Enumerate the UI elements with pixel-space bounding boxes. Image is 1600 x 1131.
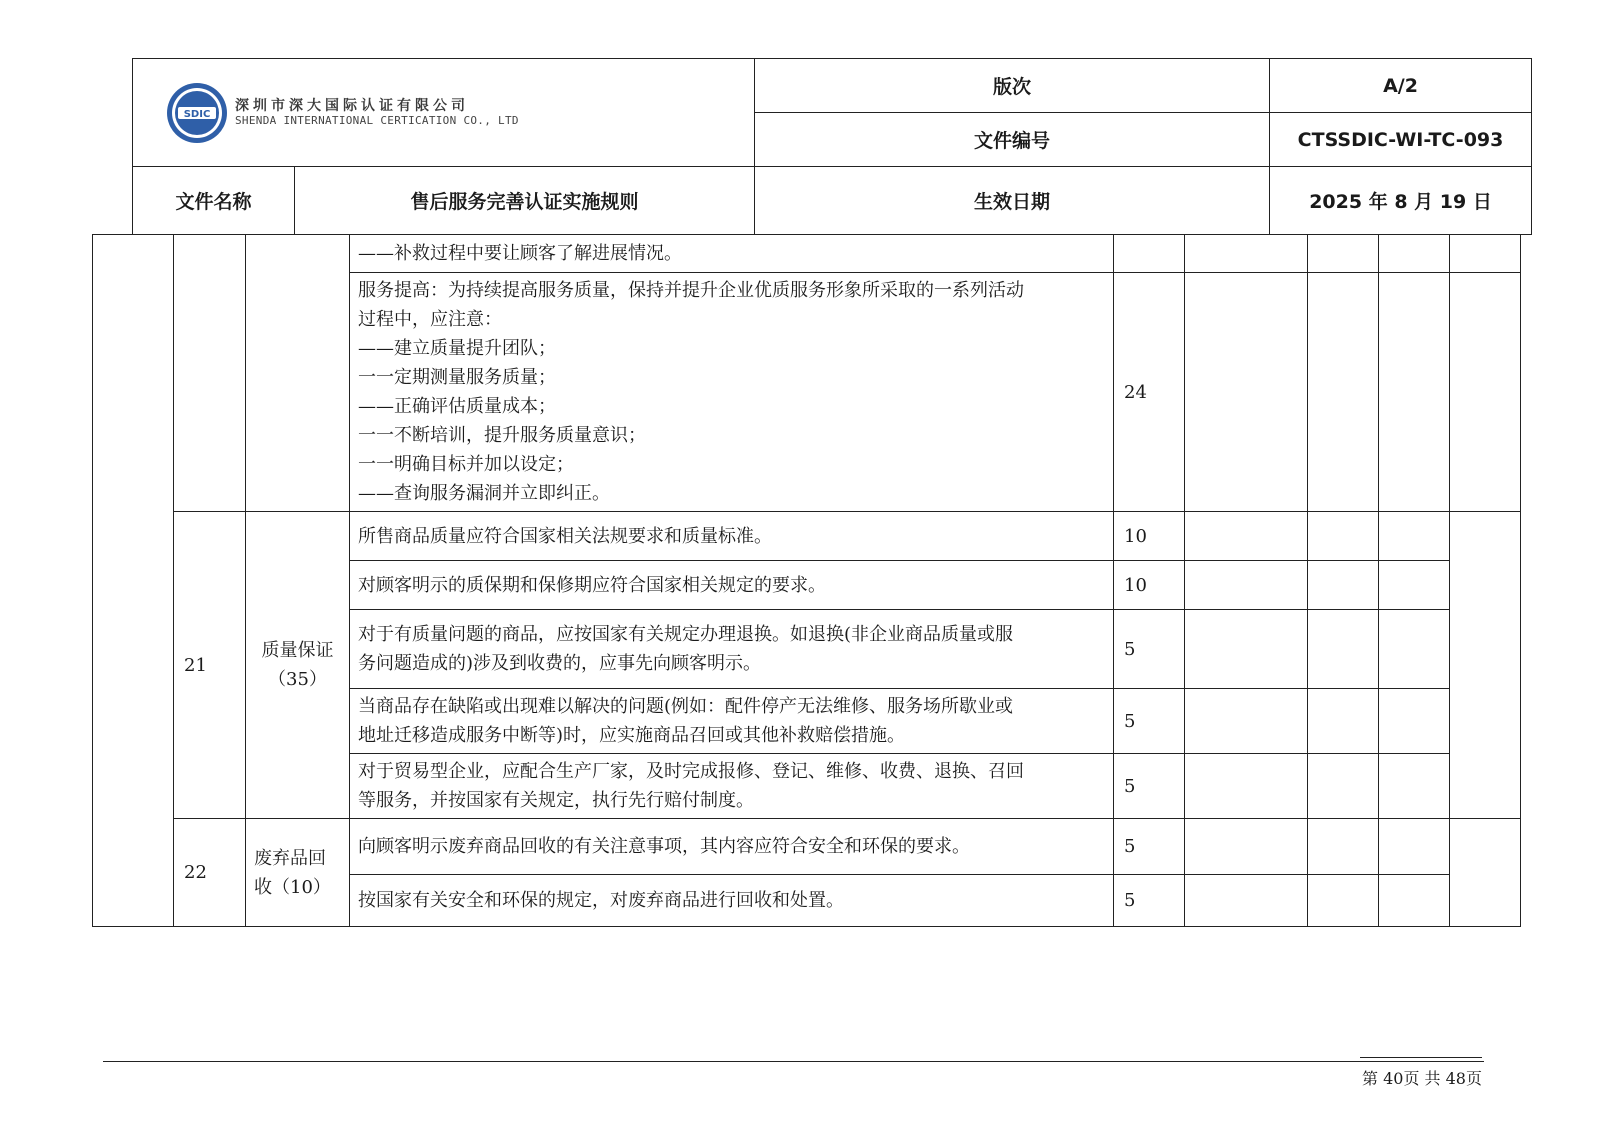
category-line: 收（10） [254, 876, 331, 898]
category-line: 废弃品回 [254, 847, 326, 869]
item-text-multiline [350, 689, 1114, 754]
item-line: 地址迁移造成服务中断等)时，应实施商品召回或其他补救赔偿措施。 [358, 725, 906, 746]
blank-cell [1185, 610, 1308, 689]
blank-cell [1379, 561, 1450, 610]
blank-cell [1450, 235, 1521, 273]
blank-category-cell [246, 235, 350, 512]
item-text-multiline [350, 273, 1114, 512]
blank-no-cell [174, 235, 246, 512]
footer-divider [103, 1061, 1484, 1062]
table-row [93, 819, 1521, 875]
item-line: ——正确评估质量成本； [358, 396, 556, 417]
score-value: 5 [1114, 610, 1185, 689]
blank-cell [1185, 819, 1308, 875]
blank-cell [1185, 273, 1308, 512]
blank-cell [1379, 689, 1450, 754]
score-value: 5 [1114, 875, 1185, 927]
score-value: 24 [1114, 273, 1185, 512]
item-text-multiline [350, 754, 1114, 819]
score-value: 5 [1114, 819, 1185, 875]
item-line: 一一定期测量服务质量； [358, 367, 556, 388]
table-row [93, 512, 1521, 561]
blank-cell [1308, 561, 1379, 610]
date-value: 2025 年 8 月 19 日 [1270, 167, 1532, 235]
item-line: 等服务，并按国家有关规定，执行先行赔付制度。 [358, 790, 754, 811]
logo-text: SDIC [183, 108, 211, 120]
blank-cell [1308, 819, 1379, 875]
blank-cell [1379, 235, 1450, 273]
docno-label: 文件编号 [755, 113, 1270, 167]
item-category [246, 512, 350, 819]
outer-blank-cell [93, 235, 174, 927]
score-value: 5 [1114, 754, 1185, 819]
item-line: ——建立质量提升团队； [358, 338, 556, 359]
doc-name-label: 文件名称 [133, 167, 295, 235]
score-value: 10 [1114, 512, 1185, 561]
category-line: 质量保证 [261, 640, 334, 661]
blank-cell [1185, 875, 1308, 927]
item-no: 22 [174, 819, 246, 927]
blank-cell [1379, 875, 1450, 927]
blank-cell [1308, 512, 1379, 561]
blank-cell [1308, 235, 1379, 273]
blank-cell [1450, 273, 1521, 512]
version-value: A/2 [1270, 59, 1532, 113]
docno-value: CTSSDIC-WI-TC-093 [1270, 113, 1532, 167]
table-row [93, 235, 1521, 273]
blank-cell [1450, 512, 1521, 819]
item-no: 21 [174, 512, 246, 819]
company-seal-icon [165, 81, 229, 145]
rules-table [92, 234, 1521, 927]
page-number: 第 40页 共 48页 [1362, 1069, 1482, 1088]
blank-cell [1308, 875, 1379, 927]
company-logo-cell [133, 59, 755, 167]
blank-cell [1379, 610, 1450, 689]
blank-cell [1185, 561, 1308, 610]
blank-cell [1185, 689, 1308, 754]
blank-cell [1308, 273, 1379, 512]
document-header [132, 58, 1532, 235]
blank-cell [1185, 512, 1308, 561]
blank-cell [1308, 689, 1379, 754]
footer-page-rule [1360, 1057, 1482, 1058]
blank-cell [1308, 754, 1379, 819]
blank-cell [1308, 610, 1379, 689]
item-line: 服务提高：为持续提高服务质量，保持并提升企业优质服务形象所采取的一系列活动 [358, 280, 1024, 301]
item-text: 按国家有关安全和环保的规定，对废弃商品进行回收和处置。 [350, 875, 1114, 927]
blank-cell [1185, 235, 1308, 273]
item-line: 对于有质量问题的商品，应按国家有关规定办理退换。如退换(非企业商品质量或服 [358, 624, 1014, 645]
item-text: 向顾客明示废弃商品回收的有关注意事项，其内容应符合安全和环保的要求。 [350, 819, 1114, 875]
company-name-cn: 深圳市深大国际认证有限公司 [235, 97, 469, 114]
date-label: 生效日期 [755, 167, 1270, 235]
item-line: 对于贸易型企业，应配合生产厂家，及时完成报修、登记、维修、收费、退换、召回 [358, 761, 1024, 782]
blank-cell [1379, 819, 1450, 875]
item-text: ——补救过程中要让顾客了解进展情况。 [350, 235, 1114, 273]
item-category [246, 819, 350, 927]
item-text: 对顾客明示的质保期和保修期应符合国家相关规定的要求。 [350, 561, 1114, 610]
item-line: 一一不断培训，提升服务质量意识； [358, 425, 646, 446]
item-text: 所售商品质量应符合国家相关法规要求和质量标准。 [350, 512, 1114, 561]
version-label: 版次 [755, 59, 1270, 113]
item-line: 务问题造成的)涉及到收费的，应事先向顾客明示。 [358, 653, 762, 674]
item-line: ——查询服务漏洞并立即纠正。 [358, 483, 610, 504]
category-line: （35） [268, 669, 327, 690]
blank-cell [1379, 273, 1450, 512]
company-name-en: SHENDA INTERNATIONAL CERTICATION CO., LTD [235, 114, 519, 128]
item-text-multiline [350, 610, 1114, 689]
doc-name-value: 售后服务完善认证实施规则 [295, 167, 755, 235]
item-line: 当商品存在缺陷或出现难以解决的问题(例如：配件停产无法维修、服务场所歇业或 [358, 696, 1014, 717]
item-line: 一一明确目标并加以设定； [358, 454, 574, 475]
score-value: 5 [1114, 689, 1185, 754]
score-value: 10 [1114, 561, 1185, 610]
blank-cell [1450, 819, 1521, 927]
blank-cell [1379, 512, 1450, 561]
blank-cell [1379, 754, 1450, 819]
score-cell [1114, 235, 1185, 273]
item-line: 过程中，应注意： [358, 309, 502, 330]
blank-cell [1185, 754, 1308, 819]
